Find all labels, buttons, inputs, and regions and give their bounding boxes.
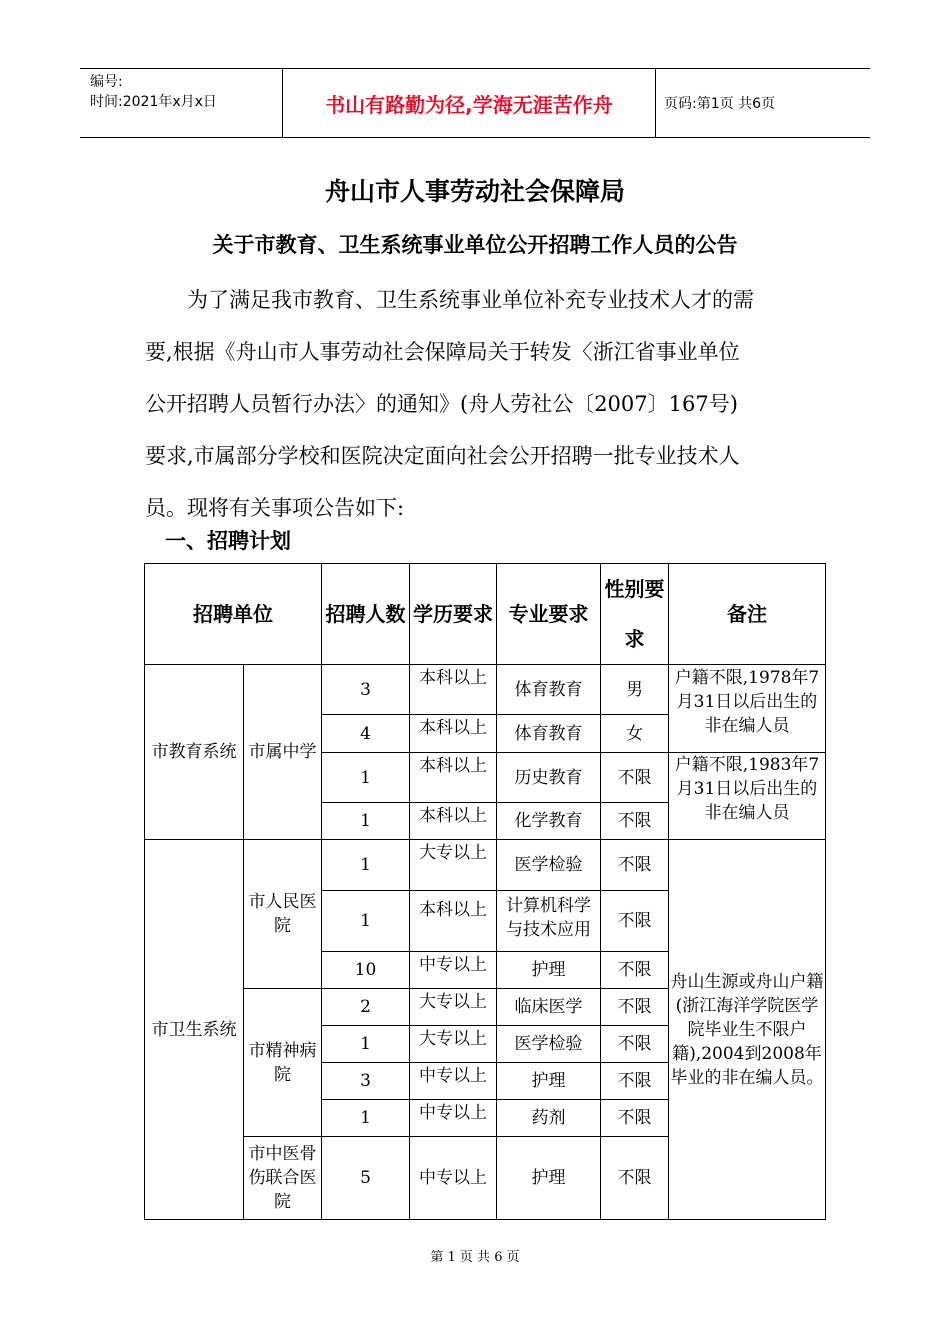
edu-cell: 本科以上 [410,715,497,753]
document-title: 舟山市人事劳动社会保障局 [324,177,625,206]
header-gender: 性别要求 [601,564,669,665]
major-cell: 医学检验 [497,1026,601,1063]
edu-cell: 本科以上 [410,891,497,952]
document-subtitle: 关于市教育、卫生系统事业单位公开招聘工作人员的公告 [212,233,738,257]
count-cell: 4 [322,715,410,753]
edu-cell: 大专以上 [410,840,497,891]
major-cell: 体育教育 [497,715,601,753]
header-edu: 学历要求 [410,564,497,665]
count-cell: 1 [322,753,410,803]
gender-cell: 不限 [601,840,669,891]
intro-line: 要,根据《舟山市人事劳动社会保障局关于转发〈浙江省事业单位 [145,340,740,364]
edu-cell: 本科以上 [410,753,497,803]
page-footer: 第 1 页 共 6 页 [430,1250,520,1265]
serial-label: 编号: [90,74,123,90]
major-cell: 历史教育 [497,753,601,803]
gender-cell: 不限 [601,803,669,840]
system-cell: 市卫生系统 [145,840,244,1220]
gender-cell: 不限 [601,952,669,989]
edu-cell: 中专以上 [410,1100,497,1137]
count-cell: 10 [322,952,410,989]
gender-cell: 不限 [601,891,669,952]
table-header-row [145,564,826,665]
intro-line: 公开招聘人员暂行办法〉的通知》(舟人劳社公〔2007〕167号) [145,392,738,416]
gender-cell: 不限 [601,1063,669,1100]
gender-cell: 女 [601,715,669,753]
major-cell: 体育教育 [497,665,601,715]
section-heading: 一、招聘计划 [165,529,291,553]
header-note: 备注 [669,564,826,665]
gender-cell: 不限 [601,989,669,1026]
header-major: 专业要求 [497,564,601,665]
count-cell: 1 [322,1100,410,1137]
count-cell: 1 [322,803,410,840]
gender-cell: 不限 [601,753,669,803]
major-cell: 化学教育 [497,803,601,840]
unit-cell: 市中医骨伤联合医院 [244,1137,322,1220]
intro-line: 员。现将有关事项公告如下: [145,496,405,520]
edu-cell: 大专以上 [410,1026,497,1063]
table-row [145,665,826,715]
note-cell: 户籍不限,1978年7月31日以后出生的非在编人员 [669,665,826,753]
table-row [145,840,826,891]
count-cell: 5 [322,1137,410,1220]
intro-paragraph [145,274,805,534]
major-cell: 护理 [497,1137,601,1220]
count-cell: 1 [322,840,410,891]
note-cell: 户籍不限,1983年7月31日以后出生的非在编人员 [669,753,826,840]
major-cell: 药剂 [497,1100,601,1137]
count-cell: 1 [322,1026,410,1063]
edu-cell: 中专以上 [410,1137,497,1220]
unit-cell: 市精神病院 [244,989,322,1137]
header-meta [90,72,217,112]
gender-cell: 不限 [601,1026,669,1063]
edu-cell: 大专以上 [410,989,497,1026]
unit-cell: 市人民医院 [244,840,322,989]
intro-line: 要求,市属部分学校和医院决定面向社会公开招聘一批专业技术人 [145,444,740,468]
header-count: 招聘人数 [322,564,410,665]
intro-line: 为了满足我市教育、卫生系统事业单位补充专业技术人才的需 [187,288,754,312]
edu-cell: 中专以上 [410,1063,497,1100]
header-motto: 书山有路勤为径,学海无涯苦作舟 [282,69,656,137]
major-cell: 护理 [497,952,601,989]
unit-cell: 市属中学 [244,665,322,840]
page-header [80,68,870,138]
header-unit: 招聘单位 [145,564,322,665]
count-cell: 2 [322,989,410,1026]
gender-cell: 不限 [601,1100,669,1137]
count-cell: 1 [322,891,410,952]
major-cell: 医学检验 [497,840,601,891]
gender-cell: 不限 [601,1137,669,1220]
header-page-info: 页码:第1页 共6页 [664,96,775,112]
system-cell: 市教育系统 [145,665,244,840]
count-cell: 3 [322,665,410,715]
edu-cell: 中专以上 [410,952,497,989]
note-cell: 舟山生源或舟山户籍(浙江海洋学院医学院毕业生不限户籍),2004到2008年毕业的非在编人员。 [669,840,826,1220]
major-cell: 临床医学 [497,989,601,1026]
major-cell: 计算机科学与技术应用 [497,891,601,952]
gender-cell: 男 [601,665,669,715]
major-cell: 护理 [497,1063,601,1100]
edu-cell: 本科以上 [410,803,497,840]
time-label: 时间:2021年x月x日 [90,94,217,110]
edu-cell: 本科以上 [410,665,497,715]
count-cell: 3 [322,1063,410,1100]
recruitment-table [144,563,826,1220]
